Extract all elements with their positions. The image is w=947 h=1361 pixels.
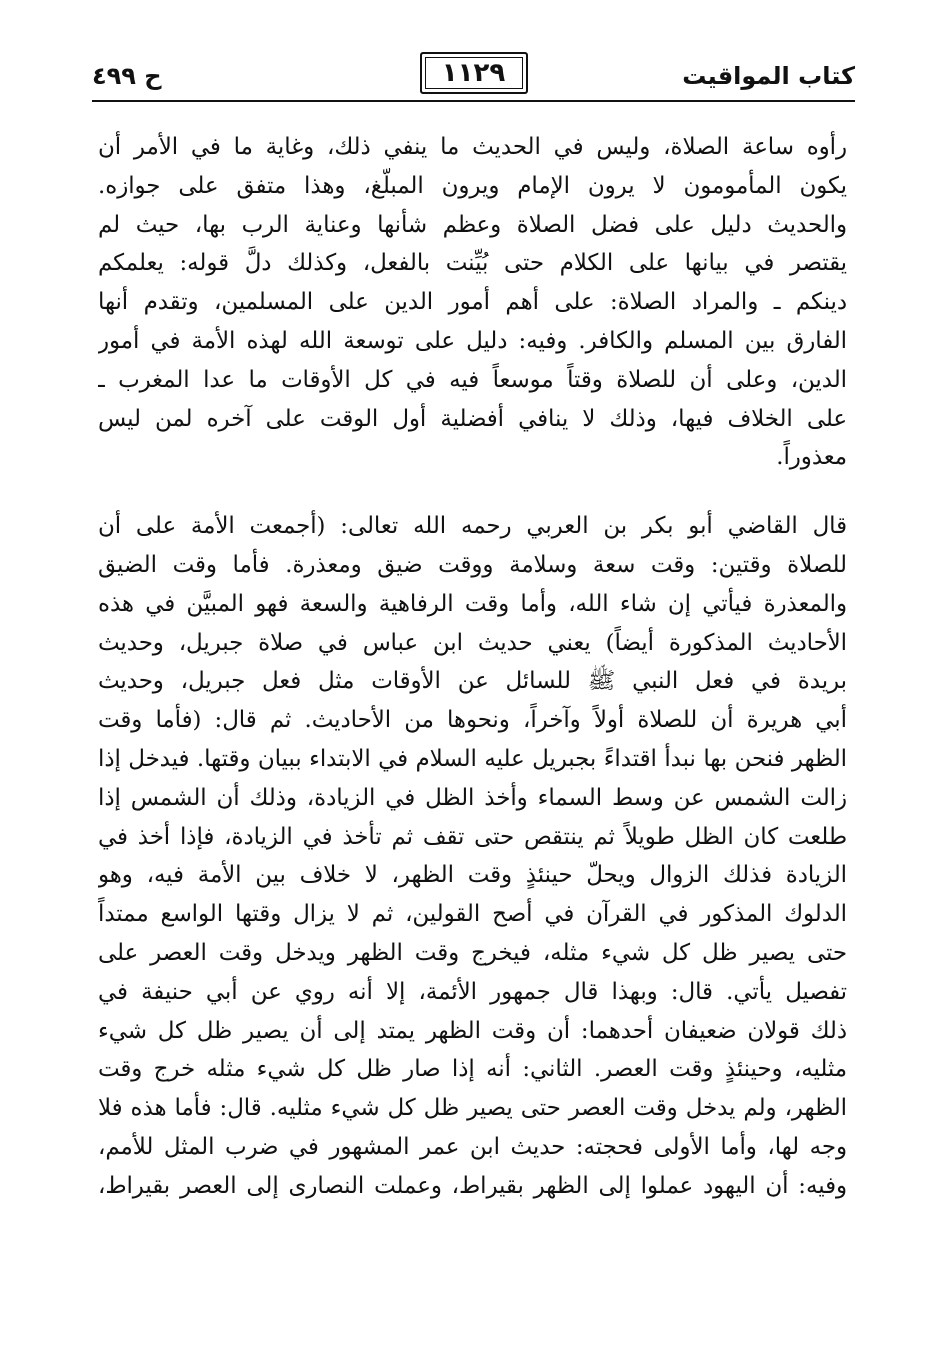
text-line: وجه لها، وأما الأولى فحجته: حديث ابن عمر المشهور في ضرب المثل للأمم، (98, 1133, 847, 1160)
text-line: للصلاة وقتين: وقت سعة وسلامة ووقت ضيق ومعذرة. فأما وقت الضيق (98, 551, 847, 578)
text-line: بريدة في فعل النبي ﷺ للسائل عن الأوقات مثل فعل جبريل، وحديث (98, 668, 847, 695)
page-number: ١١٢٩ (420, 52, 528, 94)
text-line: معذوراً. (776, 444, 847, 471)
page-header (92, 52, 855, 100)
paragraph-1 (98, 128, 847, 477)
text-line: الفارق بين المسلم والكافر. وفيه: دليل على توسعة الله لهذه الأمة في أمور (98, 327, 847, 354)
text-line: وفيه: أن اليهود عملوا إلى الظهر بقيراط، وعملت النصارى إلى العصر بقيراط، (98, 1172, 847, 1199)
hadith-reference: ح ٤٩٩ (92, 62, 162, 90)
text-line: طلعت كان الظل طويلاً ثم ينتقص حتى تقف ثم تأخذ في الزيادة، فإذا أخذ في (98, 823, 847, 850)
text-line: الظهر فنحن بها نبدأ اقتداءً بجبريل عليه السلام في الابتداء ببيان وقتها. فيدخل إذا (98, 745, 847, 772)
header-divider (92, 100, 855, 102)
text-line: والمعذرة فيأتي إن شاء الله، وأما وقت الرفاهية والسعة فهو المبيَّن في هذه (98, 590, 847, 617)
body-text (98, 128, 847, 1206)
text-line: الدين، وعلى أن للصلاة وقتاً موسعاً فيه في كل الأوقات ما عدا المغرب ـ (98, 366, 847, 393)
text-line: أبي هريرة أن للصلاة أولاً وآخراً، ونحوها من الأحاديث. ثم قال: (فأما وقت (98, 707, 847, 734)
text-line: الزيادة فذلك الزوال ويحلّ حينئذٍ وقت الظهر، لا خلاف بين الأمة فيه، وهو (98, 862, 847, 889)
text-line: مثليه، وحينئذٍ وقت العصر. الثاني: أنه إذا صار ظل كل شيء مثله خرج وقت (98, 1056, 847, 1083)
text-line: تفصيل يأتي. قال: وبهذا قال جمهور الأئمة، إلا أنه روي عن أبي حنيفة في (98, 978, 847, 1005)
text-line: رأوه ساعة الصلاة، وليس في الحديث ما ينفي ذلك، وغاية ما في الأمر أن (98, 134, 847, 160)
text-line: ذلك قولان ضعيفان أحدهما: أن وقت الظهر يمتد إلى أن يصير ظل كل شيء (98, 1017, 847, 1044)
text-line: حتى يصير ظل كل شيء مثله، فيخرج وقت الظهر ويدخل وقت العصر على (98, 939, 847, 966)
text-line: يقتصر في بيانها على الكلام حتى بُيِّنت بالفعل، وكذلك دلَّ قوله: يعلمكم (98, 250, 847, 277)
text-line: دينكم ـ والمراد الصلاة: على أهم أمور الدين على المسلمين، وتقدم أنها (98, 289, 847, 316)
paragraph-2 (98, 507, 847, 1205)
text-line: زالت الشمس عن وسط السماء وأخذ الظل في الزيادة، وذلك أن الشمس إذا (98, 784, 847, 811)
text-line: الدلوك المذكور في القرآن في أصح القولين، ثم لا يزال وقتها الواسع ممتداً (98, 901, 847, 928)
text-line: على الخلاف فيها، وذلك لا ينافي أفضلية أول الوقت على آخره لمن ليس (98, 405, 847, 432)
text-line: قال القاضي أبو بكر بن العربي رحمه الله تعالى: (أجمعت الأمة على أن (98, 513, 847, 540)
text-line: الظهر، ولم يدخل وقت العصر حتى يصير ظل كل شيء مثليه. قال: فأما هذه فلا (98, 1095, 847, 1122)
text-line: الأحاديث المذكورة أيضاً) يعني حديث ابن عباس في صلاة جبريل، وحديث (98, 629, 847, 656)
paragraph-gap (98, 477, 847, 507)
book-section-title: كتاب المواقيت (682, 62, 855, 90)
text-line: يكون المأمومون لا يرون الإمام ويرون المبلّغ، وهذا متفق على جوازه. (98, 172, 847, 199)
text-line: والحديث دليل على فضل الصلاة وعظم شأنها وعناية الرب بها، حيث لم (98, 211, 847, 238)
